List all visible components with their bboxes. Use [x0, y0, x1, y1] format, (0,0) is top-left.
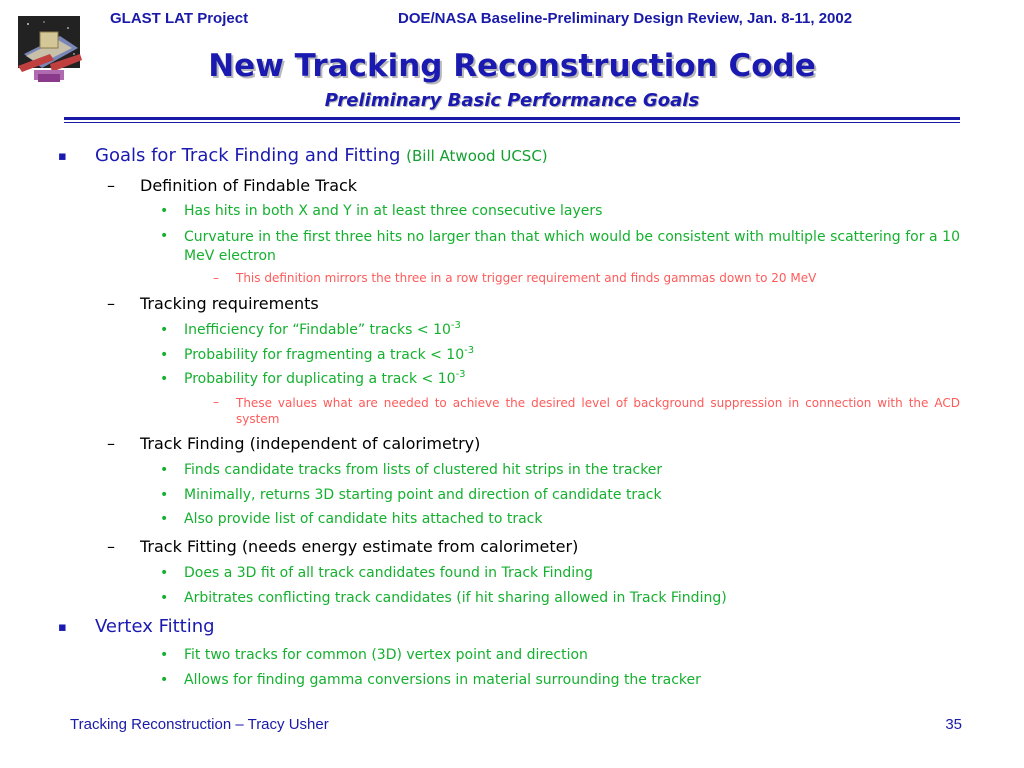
dot-marker: •	[160, 462, 169, 478]
list-item: Does a 3D fit of all track candidates found in Track Finding	[184, 565, 593, 581]
list-item: Also provide list of candidate hits attached to track	[184, 511, 543, 527]
review-title: DOE/NASA Baseline-Preliminary Design Review, Jan. 8-11, 2002	[398, 10, 853, 27]
dot-marker: •	[160, 672, 169, 688]
dot-marker: •	[160, 511, 169, 527]
page-number: 35	[945, 716, 962, 733]
dash-marker: –	[213, 395, 219, 409]
findable-note: This definition mirrors the three in a row trigger requirement and finds gammas down to 20 MeV	[236, 271, 817, 285]
goals-label: Goals for Track Finding and Fitting	[95, 145, 401, 166]
exponent: -3	[450, 320, 461, 331]
list-item: Allows for finding gamma conversions in material surrounding the tracker	[184, 672, 701, 688]
dash-marker: –	[213, 271, 219, 285]
subheading-findable-track: Definition of Findable Track	[140, 176, 358, 195]
requirement-text: Probability for duplicating a track < 10	[184, 371, 456, 387]
project-name: GLAST LAT Project	[110, 10, 249, 27]
list-item: Minimally, returns 3D starting point and direction of candidate track	[184, 487, 662, 503]
subheading-track-fitting: Track Fitting (needs energy estimate from calorimeter)	[140, 537, 579, 556]
title-divider-thin	[64, 122, 960, 123]
list-item: Fit two tracks for common (3D) vertex point and direction	[184, 647, 588, 663]
dot-marker: •	[160, 371, 169, 387]
list-item: Curvature in the first three hits no larger than that which would be consistent with multiple scattering for a 10 MeV electron	[184, 229, 960, 264]
dot-marker: •	[160, 228, 169, 244]
requirement-text: Inefficiency for “Findable” tracks < 10	[184, 322, 451, 338]
dash-marker: –	[107, 176, 115, 195]
title-divider	[64, 117, 960, 120]
list-item: Finds candidate tracks from lists of clustered hit strips in the tracker	[184, 462, 663, 478]
slide-subtitle: Preliminary Basic Performance Goals	[324, 90, 700, 111]
footer-presenter: Tracking Reconstruction – Tracy Usher	[70, 716, 329, 733]
exponent: -3	[455, 369, 466, 380]
subheading-track-finding: Track Finding (independent of calorimetry)	[140, 434, 481, 453]
list-item: Arbitrates conflicting track candidates (if hit sharing allowed in Track Finding)	[184, 590, 727, 606]
dash-marker: –	[107, 434, 115, 453]
bullet-goals	[95, 145, 548, 166]
requirement-text: Probability for fragmenting a track < 10	[184, 347, 465, 363]
bullet-vertex-fitting: Vertex Fitting	[95, 616, 215, 637]
slide-title: New Tracking Reconstruction Code	[208, 48, 816, 84]
exponent: -3	[464, 345, 475, 356]
dot-marker: •	[160, 322, 169, 338]
list-item	[184, 322, 461, 338]
list-item	[184, 371, 466, 387]
dot-marker: •	[160, 565, 169, 581]
dot-marker: •	[160, 203, 169, 219]
goals-author-note: (Bill Atwood UCSC)	[406, 147, 548, 165]
dot-marker: •	[160, 647, 169, 663]
square-bullet: ▪	[58, 620, 67, 635]
dot-marker: •	[160, 347, 169, 363]
list-item: Has hits in both X and Y in at least three consecutive layers	[184, 203, 603, 219]
dot-marker: •	[160, 590, 169, 606]
dot-marker: •	[160, 487, 169, 503]
dash-marker: –	[107, 537, 115, 556]
subheading-tracking-requirements: Tracking requirements	[140, 294, 319, 313]
requirements-note: These values what are needed to achieve the desired level of background suppression in connection with the ACD system	[236, 396, 960, 426]
list-item	[184, 347, 474, 363]
dash-marker: –	[107, 294, 115, 313]
square-bullet: ▪	[58, 149, 67, 164]
